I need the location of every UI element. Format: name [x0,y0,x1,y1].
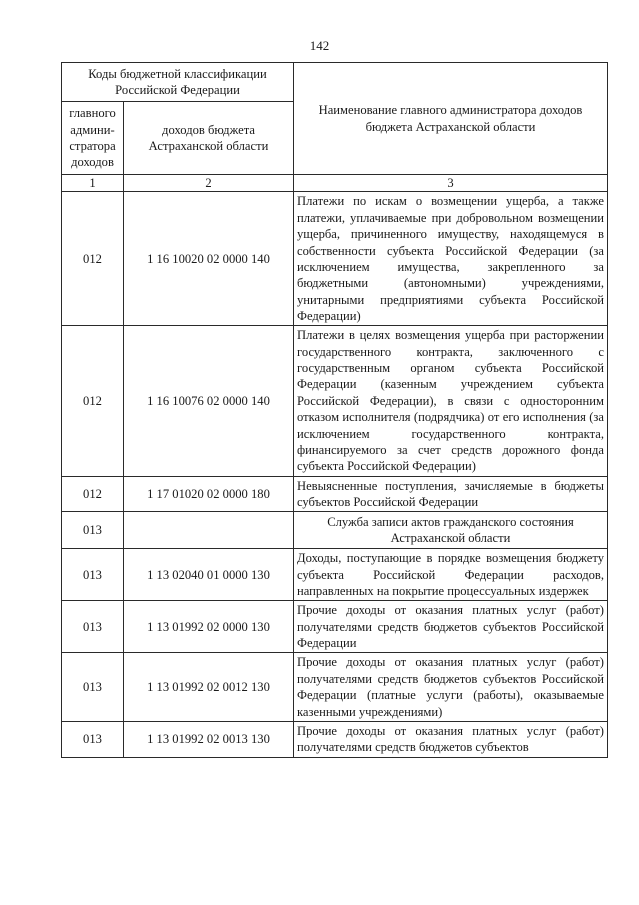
table-row-section-heading [62,512,608,549]
page-number: 142 [309,38,330,53]
income-code-cell [124,512,294,549]
table-row [62,476,608,512]
table-row [62,549,608,601]
description-cell: Служба записи актов гражданского состояния Астраханской области [294,512,608,549]
header-income-code-column: доходов бюджета Астраханской области [124,102,294,175]
income-code-cell: 1 16 10076 02 0000 140 [124,326,294,476]
admin-code-cell: 012 [62,476,124,512]
table-row [62,601,608,653]
income-code-cell: 1 16 10020 02 0000 140 [124,192,294,326]
admin-code-cell: 013 [62,601,124,653]
admin-code-cell: 013 [62,549,124,601]
income-code-cell: 1 13 01992 02 0000 130 [124,601,294,653]
income-code-cell: 1 13 02040 01 0000 130 [124,549,294,601]
column-numbers-row [62,175,608,192]
admin-code-cell: 013 [62,512,124,549]
table-row [62,653,608,721]
header-row-group [62,63,608,102]
admin-code-cell: 013 [62,653,124,721]
budget-classification-table [61,62,608,758]
header-admin-column: главного администратора доходов [62,102,124,175]
admin-code-cell: 012 [62,326,124,476]
column-number-2: 2 [124,175,294,192]
header-codes-group: Коды бюджетной классификации Российской Федерации [62,63,294,102]
description-cell: Невыясненные поступления, зачисляемые в бюджеты субъектов Российской Федерации [294,476,608,512]
admin-code-cell: 013 [62,721,124,757]
description-cell: Платежи в целях возмещения ущерба при расторжении государственного контракта, заключенного с государственным органом субъекта Российской Федерации (казенным учреждением субъекта Российской Федерации), в связи с односторонним отказом исполнителя (подрядчика) от его исполнения (за исключением государственного контракта, финансируемого за счет средств дорожного фонда субъекта Российской Федерации) [294,326,608,476]
description-cell: Доходы, поступающие в порядке возмещения бюджету субъекта Российской Федерации расходов, направленных на покрытие процессуальных издержек [294,549,608,601]
table-row [62,326,608,476]
table-row [62,192,608,326]
header-name-column: Наименование главного администратора доходов бюджета Астраханской области [294,63,608,175]
income-code-cell: 1 17 01020 02 0000 180 [124,476,294,512]
description-cell: Прочие доходы от оказания платных услуг (работ) получателями средств бюджетов субъектов [294,721,608,757]
income-code-cell: 1 13 01992 02 0012 130 [124,653,294,721]
income-code-cell: 1 13 01992 02 0013 130 [124,721,294,757]
description-cell: Прочие доходы от оказания платных услуг (работ) получателями средств бюджетов субъектов Российской Федерации [294,601,608,653]
column-number-1: 1 [62,175,124,192]
description-cell: Платежи по искам о возмещении ущерба, а также платежи, уплачиваемые при добровольном возмещении ущерба, причиненного имуществу, находящемуся в собственности субъекта Российской Федерации (за исключением имущества, закрепленного за бюджетными (автономными) учреждениями, унитарными предприятиями субъекта Российской Федерации) [294,192,608,326]
admin-code-cell: 012 [62,192,124,326]
column-number-3: 3 [294,175,608,192]
table-row [62,721,608,757]
description-cell: Прочие доходы от оказания платных услуг (работ) получателями средств бюджетов субъектов Российской Федерации (платные услуги (работы), оказываемые казенными учреждениями) [294,653,608,721]
